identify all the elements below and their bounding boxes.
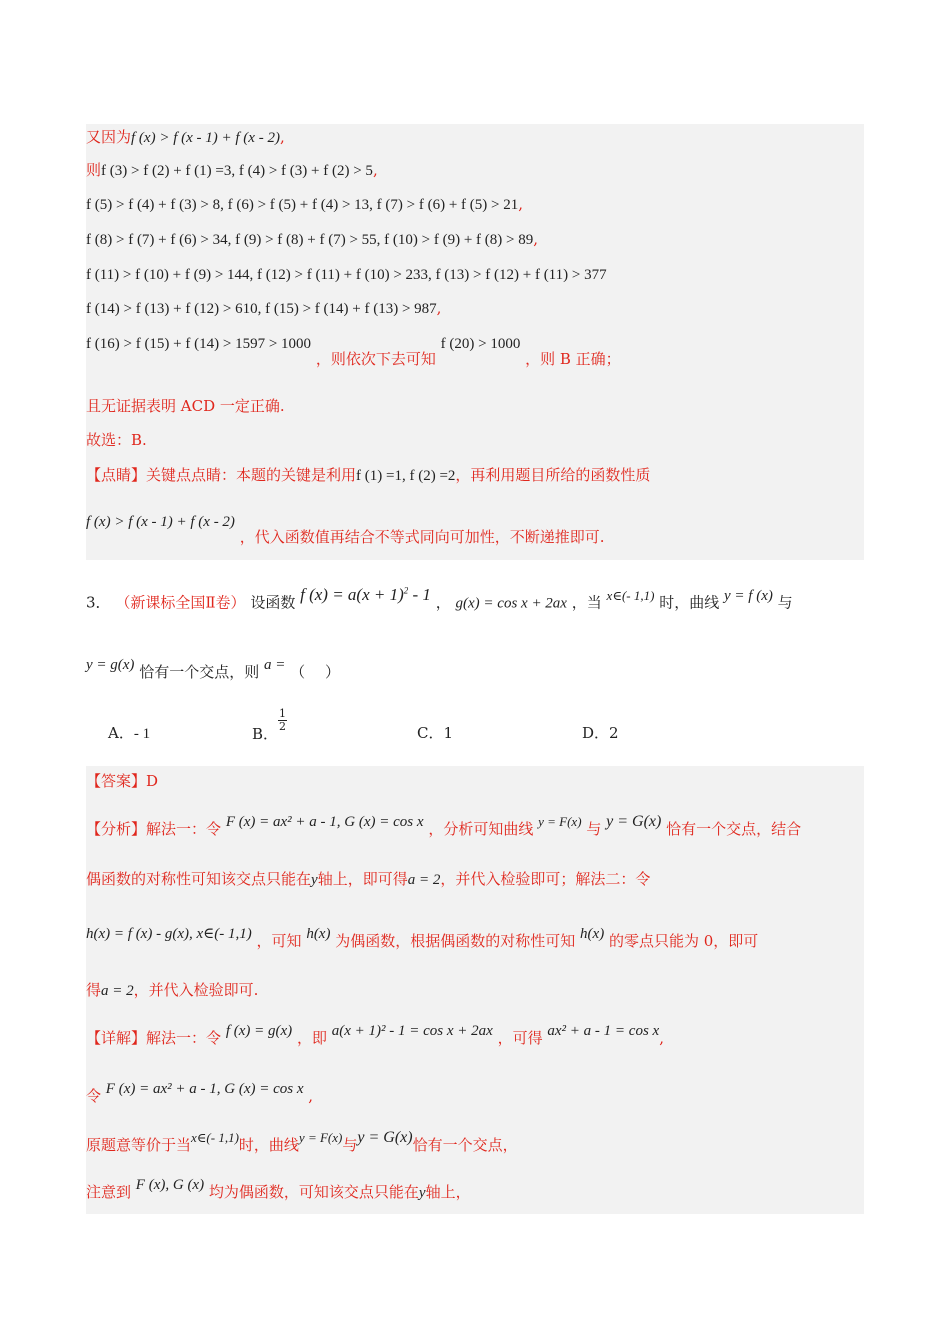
- prev-line-5: f (11) > f (10) + f (9) > 144, f (12) > f (11) + f (10) > 233, f (13) > f (12) + f (11) > 377: [86, 267, 607, 283]
- detail-line-1: 【详解】解法一：令 f (x) = g(x) ，即 a(x + 1)² - 1 = cos x + 2ax ，可得 ax² + a - 1 = cos x,: [86, 1023, 664, 1047]
- analysis-line-3: h(x) = f (x) - g(x), x∈(- 1,1) ，可知 h(x) 为偶函数，根据偶函数的对称性可知 h(x) 的零点只能为 0，即可: [86, 926, 759, 950]
- question-3-line-1: 3． （新课标全国Ⅱ卷） 设函数 f $(x) = a(x + 1)^2 - 1$ ， g(x) = cos x + 2ax ，当 x∈(- 1,1) 时，曲线 y = f (x) 与: [86, 584, 793, 612]
- detail-line-2: 令 F (x) = ax² + a - 1, G (x) = cos x ,: [86, 1081, 314, 1105]
- prev-line-7: f (16) > f (15) + f (14) > 1597 > 1000 ，则依次下去可知 f (20) > 1000 ，则 B 正确；: [86, 336, 621, 368]
- answer-line: [86, 771, 158, 791]
- analysis-line-2: 偶函数的对称性可知该交点只能在y轴上，即可得a = 2，并代入检验即可；解法二：令: [86, 870, 651, 888]
- prev-line-3: f (5) > f (4) + f (3) > 8, f (6) > f (5) + f (4) > 13, f (7) > f (6) + f (5) > 21,: [86, 195, 524, 213]
- option-b[interactable]: B． $\frac{1}{2}$: [252, 707, 287, 743]
- prev-line-11: f (x) > f (x - 1) + f (x - 2) ，代入函数值再结合不等式同向可加性，不断递推即可.: [86, 514, 605, 546]
- answer-tag: 【答案】: [86, 772, 147, 790]
- prev-line-8: 且无证据表明 ACD 一定正确.: [86, 397, 285, 415]
- prev-line-1: 又因为f (x) > f (x - 1) + f (x - 2),: [86, 128, 285, 146]
- prev-line-10: 【点睛】关键点点睛：本题的关键是利用f (1) =1, f (2) =2，再利用题目所给的函数性质: [86, 466, 651, 484]
- prev-line-6: f (14) > f (13) + f (12) > 610, f (15) > f (14) + f (13) > 987,: [86, 299, 442, 317]
- detail-tag: 【详解】: [86, 1029, 147, 1047]
- question-3-line-2: y = g(x) 恰有一个交点，则 a = （ ）: [86, 657, 340, 681]
- question-number: 3．: [86, 593, 111, 612]
- option-d[interactable]: D．2: [582, 724, 619, 742]
- prev-line-9: 故选：B.: [86, 431, 147, 449]
- answer-value: D: [146, 772, 159, 790]
- detail-line-4: 注意到 F (x), G (x) 均为偶函数，可知该交点只能在y轴上，: [86, 1177, 471, 1201]
- question-source: （新课标全国Ⅱ卷）: [115, 593, 246, 612]
- detail-line-3: 原题意等价于当x∈(- 1,1)时，曲线y = F(x)与y = G(x)恰有一个交点，: [86, 1129, 518, 1154]
- analysis-line-4: 得a = 2，并代入检验即可.: [86, 981, 259, 999]
- analysis-line-1: 【分析】解法一：令 F (x) = ax² + a - 1, G (x) = cos x ，分析可知曲线 y = F(x) 与 y = G(x) 恰有一个交点，结合: [86, 813, 802, 838]
- option-c[interactable]: C．1: [417, 724, 454, 742]
- inequality-math: f (x) > f (x - 1) + f (x - 2): [131, 130, 280, 146]
- dianjing-tag: 【点睛】: [86, 466, 147, 484]
- analysis-tag: 【分析】: [86, 820, 147, 838]
- fraction-one-half: $\frac{1}{2}$: [279, 707, 287, 733]
- prev-line-4: f (8) > f (7) + f (6) > 34, f (9) > f (8) + f (7) > 55, f (10) > f (9) + f (8) > 89,: [86, 230, 539, 248]
- prev-line-2: 则f (3) > f (2) + f (1) =3, f (4) > f (3) + f (2) > 5,: [86, 161, 378, 179]
- option-a[interactable]: A．- 1: [108, 724, 151, 742]
